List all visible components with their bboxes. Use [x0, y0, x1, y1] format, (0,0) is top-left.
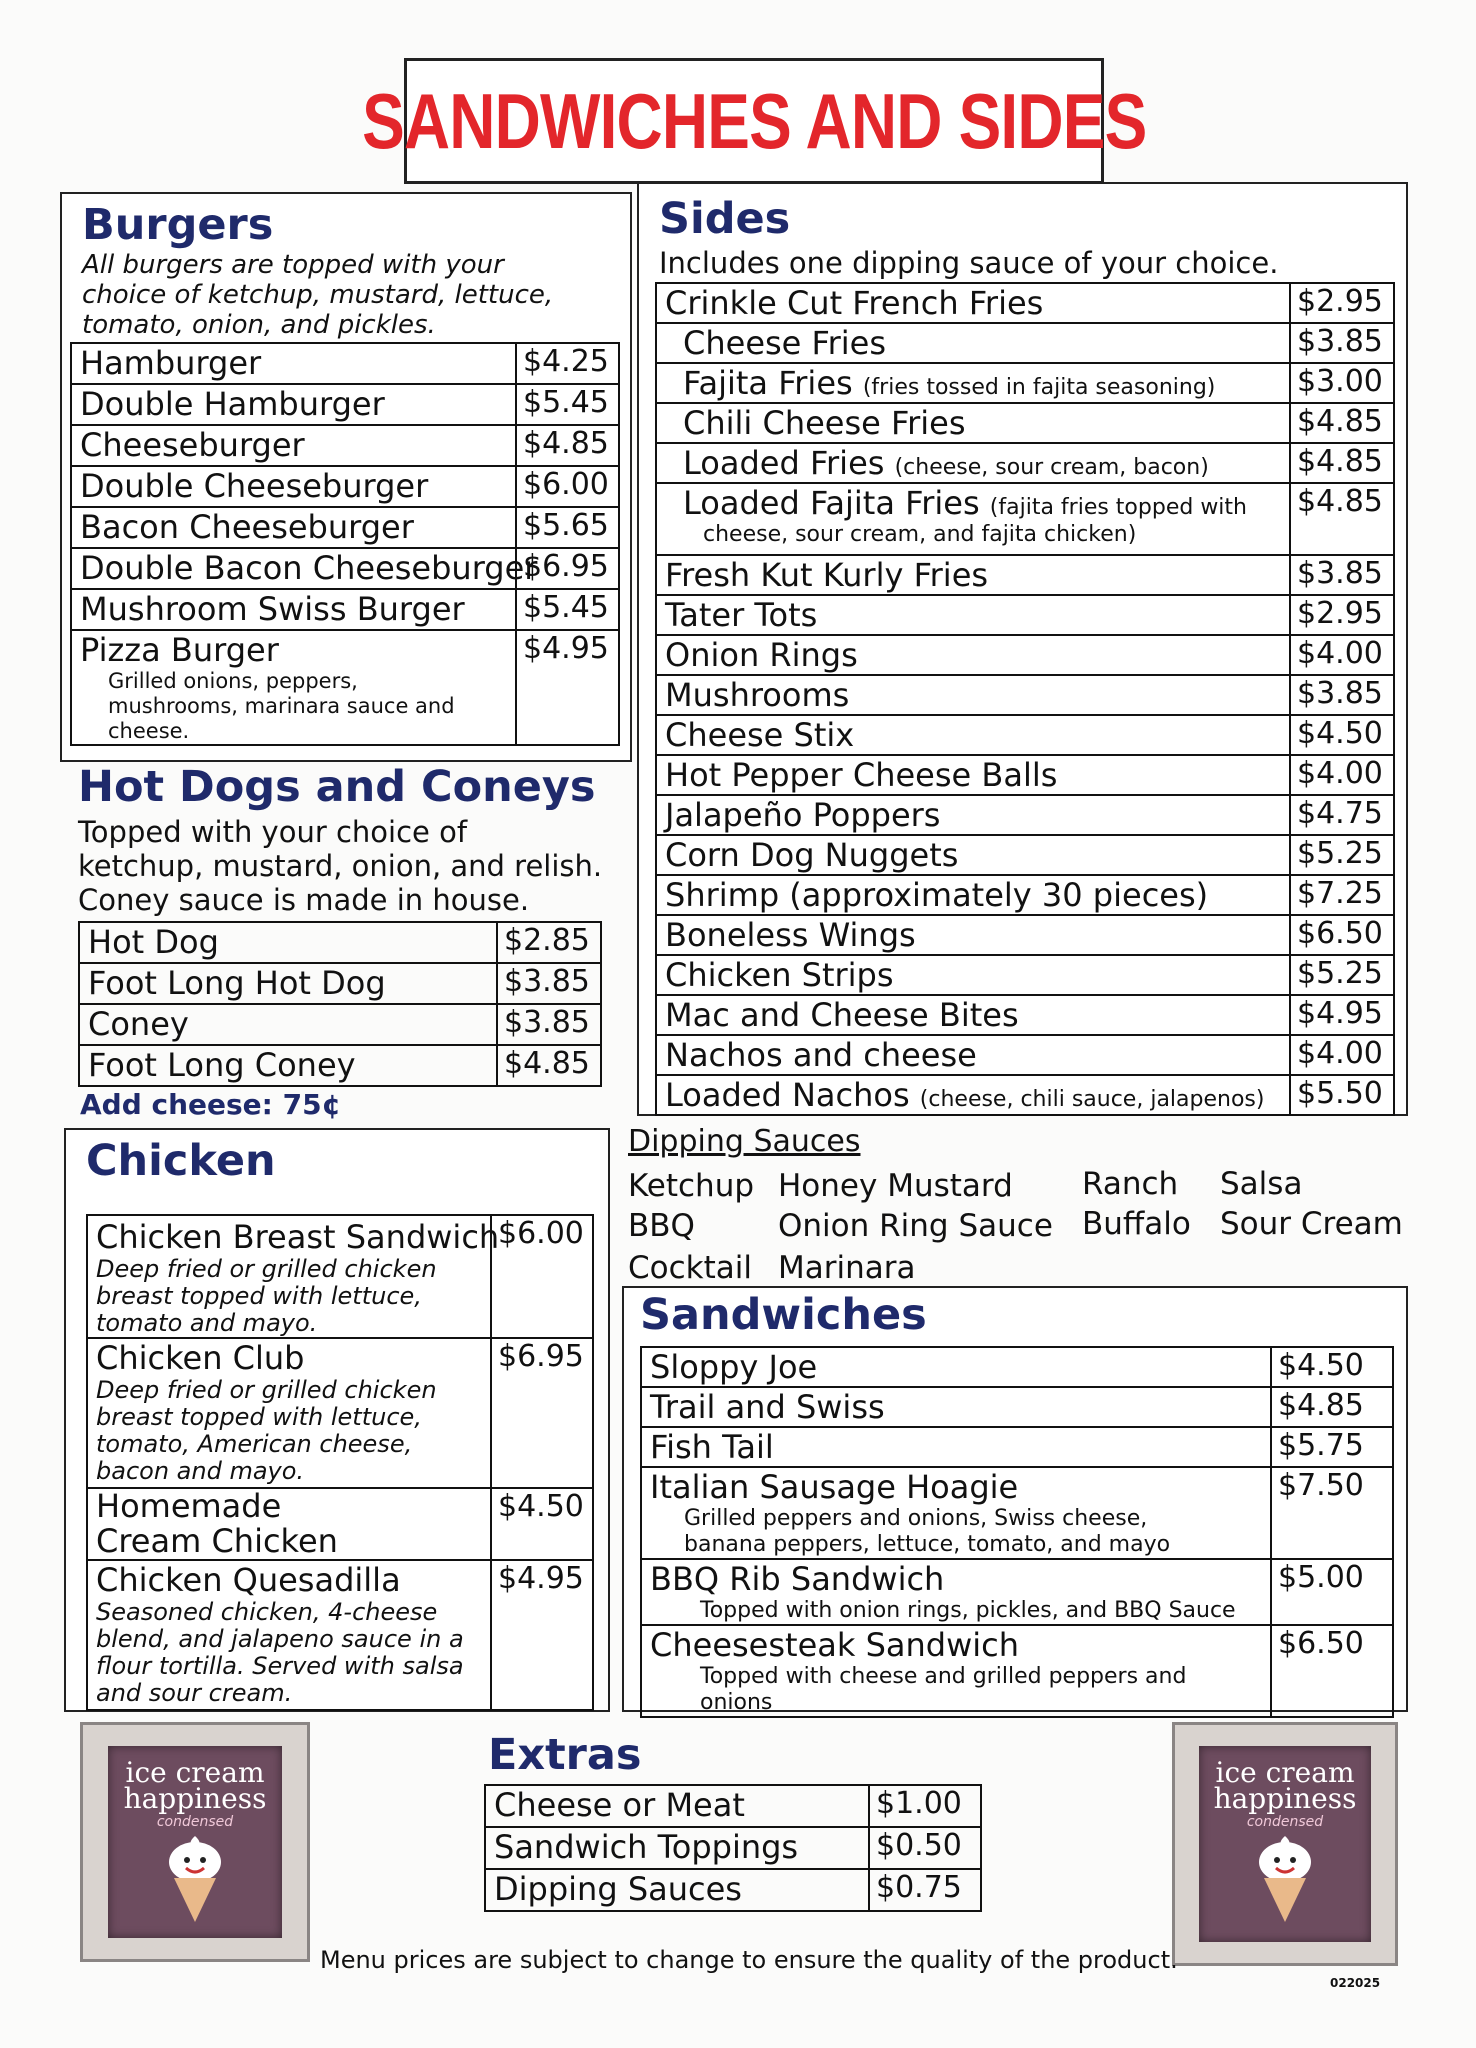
- item-note: Deep fried or grilled chicken breast topped with lettuce, tomato, American cheese, bacon and mayo.: [96, 1376, 437, 1485]
- table-row: [641, 1559, 1393, 1625]
- promo-line1: ice cream: [125, 1756, 265, 1790]
- item-price: $4.00: [1290, 1035, 1394, 1075]
- item-name: Hot Dog: [79, 922, 497, 963]
- item-cell: [641, 1625, 1271, 1717]
- chicken-title: Chicken: [86, 1136, 276, 1186]
- table-row: [641, 1427, 1393, 1467]
- item-name: Chicken Breast Sandwich: [96, 1218, 500, 1256]
- hotdogs-table: [78, 921, 602, 1087]
- item-name: Jalapeño Poppers: [656, 795, 1290, 835]
- item-name: Tater Tots: [656, 595, 1290, 635]
- sauce-item: Salsa: [1220, 1166, 1303, 1202]
- table-row: [79, 922, 601, 963]
- table-row: [656, 635, 1394, 675]
- item-price: $4.85: [1290, 443, 1394, 483]
- item-price: $4.00: [1290, 755, 1394, 795]
- table-row: [656, 1075, 1394, 1115]
- table-row: [485, 1869, 981, 1911]
- item-name: Sloppy Joe: [641, 1347, 1271, 1387]
- burgers-title: Burgers: [82, 200, 274, 250]
- table-row: [71, 507, 619, 548]
- item-note: (fries tossed in fajita seasoning): [862, 375, 1216, 400]
- menu-title-box: [361, 58, 1147, 184]
- table-row: [656, 715, 1394, 755]
- item-name: Cheesesteak Sandwich: [650, 1626, 1020, 1664]
- table-row: [656, 323, 1394, 363]
- item-price: $4.85: [497, 1045, 601, 1086]
- ice-cream-promo-right: [1172, 1722, 1398, 1966]
- promo-line1: ice cream: [1215, 1756, 1355, 1790]
- item-price: $4.85: [1290, 483, 1394, 555]
- item-name: Chili Cheese Fries: [656, 403, 1290, 443]
- table-row: [656, 483, 1394, 555]
- table-row: [87, 1338, 593, 1488]
- sauce-item: Sour Cream: [1220, 1206, 1403, 1242]
- table-row: [656, 995, 1394, 1035]
- item-price: $7.50: [1271, 1467, 1393, 1559]
- item-price: $5.65: [516, 507, 619, 548]
- table-row: [656, 555, 1394, 595]
- sauce-item: Ranch: [1082, 1166, 1179, 1202]
- item-name: Dipping Sauces: [485, 1869, 869, 1911]
- table-row: [656, 875, 1394, 915]
- sandwiches-title: Sandwiches: [640, 1290, 927, 1340]
- burgers-table: [70, 342, 620, 746]
- item-name: Pizza Burger: [80, 631, 279, 669]
- item-price: $6.50: [1290, 915, 1394, 955]
- extras-table: [484, 1784, 982, 1912]
- promo-line3: condensed: [156, 1814, 234, 1831]
- item-name: Cheese Stix: [656, 715, 1290, 755]
- sides-description: Includes one dipping sauce of your choice.: [659, 246, 1279, 280]
- dipping-sauces-title: Dipping Sauces: [628, 1124, 861, 1159]
- sides-table: [655, 282, 1395, 1116]
- table-row: [656, 675, 1394, 715]
- table-row: [656, 915, 1394, 955]
- item-price: $6.95: [491, 1338, 593, 1488]
- table-row: [656, 955, 1394, 995]
- table-row: [79, 963, 601, 1004]
- table-row: [71, 384, 619, 425]
- item-price: $4.85: [1290, 403, 1394, 443]
- item-name: Cheese Fries: [656, 323, 1290, 363]
- table-row: [641, 1347, 1393, 1387]
- chicken-panel: [64, 1128, 610, 1712]
- item-note: (cheese, chili sauce, jalapenos): [919, 1087, 1265, 1112]
- item-cell: [656, 443, 1290, 483]
- item-price: $1.00: [869, 1785, 981, 1827]
- table-row: [79, 1045, 601, 1086]
- item-name: Homemade Cream Chicken: [96, 1487, 338, 1560]
- item-name: Nachos and cheese: [656, 1035, 1290, 1075]
- item-price: $5.75: [1271, 1427, 1393, 1467]
- item-name: Corn Dog Nuggets: [656, 835, 1290, 875]
- item-name: Mushroom Swiss Burger: [71, 589, 516, 630]
- item-name: Mac and Cheese Bites: [656, 995, 1290, 1035]
- sauce-item: Honey Mustard: [778, 1168, 1013, 1204]
- table-row: [485, 1785, 981, 1827]
- item-name: Crinkle Cut French Fries: [656, 283, 1290, 323]
- menu-title: SANDWICHES AND SIDES: [361, 76, 1147, 165]
- item-cell: [87, 1488, 491, 1560]
- promo-line3: condensed: [1246, 1814, 1324, 1831]
- table-row: [87, 1488, 593, 1560]
- price-disclaimer: Menu prices are subject to change to ensure the quality of the product.: [320, 1946, 1178, 1974]
- sauce-item: Ketchup: [628, 1168, 755, 1204]
- item-price: $4.75: [1290, 795, 1394, 835]
- item-note: (cheese, sour cream, bacon): [894, 455, 1209, 480]
- table-row: [87, 1215, 593, 1338]
- burgers-panel: [60, 192, 632, 762]
- item-name: Onion Rings: [656, 635, 1290, 675]
- table-row: [71, 630, 619, 745]
- sauce-item: BBQ: [628, 1208, 695, 1244]
- item-name: Double Cheeseburger: [71, 466, 516, 507]
- item-note: Topped with onion rings, pickles, and BBQ Sauce: [700, 1598, 1236, 1623]
- hotdogs-desc-line: Coney sauce is made in house.: [78, 883, 530, 917]
- item-price: $4.50: [1290, 715, 1394, 755]
- table-row: [656, 443, 1394, 483]
- item-cell: [656, 483, 1290, 555]
- table-row: [656, 595, 1394, 635]
- promo-line2: happiness: [123, 1782, 267, 1816]
- ice-cream-sign: [1199, 1746, 1371, 1941]
- item-price: $6.00: [491, 1215, 593, 1338]
- item-price: $6.00: [516, 466, 619, 507]
- burgers-description: All burgers are topped with your choice of ketchup, mustard, lettuce, tomato, onion, and pickles.: [82, 250, 554, 340]
- item-cell: [656, 1075, 1290, 1115]
- item-name: Foot Long Hot Dog: [79, 963, 497, 1004]
- item-name: Trail and Swiss: [641, 1387, 1271, 1427]
- item-name: Italian Sausage Hoagie: [650, 1468, 1019, 1506]
- hotdogs-title: Hot Dogs and Coneys: [78, 762, 596, 812]
- item-name: Loaded Fries: [683, 444, 885, 482]
- item-price: $0.75: [869, 1869, 981, 1911]
- item-cell: [87, 1215, 500, 1338]
- item-price: $5.00: [1271, 1559, 1393, 1625]
- table-row: [71, 548, 619, 589]
- ice-cream-cone-icon: [1250, 1834, 1320, 1924]
- item-price: $7.25: [1290, 875, 1394, 915]
- table-row: [79, 1004, 601, 1045]
- item-name: Double Bacon Cheeseburger: [71, 548, 516, 589]
- item-note: Grilled onions, peppers, mushrooms, marinara sauce and cheese.: [108, 669, 455, 743]
- item-price: $4.85: [1271, 1387, 1393, 1427]
- table-row: [656, 403, 1394, 443]
- item-price: $2.85: [497, 922, 601, 963]
- table-row: [71, 466, 619, 507]
- item-name: Coney: [79, 1004, 497, 1045]
- item-name: Loaded Fajita Fries: [683, 484, 980, 522]
- item-cell: [71, 630, 516, 745]
- item-name: Shrimp (approximately 30 pieces): [656, 875, 1290, 915]
- promo-line2: happiness: [1213, 1782, 1357, 1816]
- menu-code: 022025: [1330, 1976, 1381, 1990]
- item-price: $4.95: [516, 630, 619, 745]
- table-row: [641, 1625, 1393, 1717]
- sauce-item: Buffalo: [1082, 1206, 1191, 1242]
- table-row: [641, 1467, 1393, 1559]
- table-row: [485, 1827, 981, 1869]
- ice-cream-sign: [108, 1746, 283, 1938]
- item-note: Topped with cheese and grilled peppers and onions: [700, 1664, 1187, 1715]
- ice-cream-promo-left: [80, 1722, 310, 1962]
- item-name: Fajita Fries: [683, 364, 853, 402]
- hotdogs-description: [78, 815, 602, 917]
- table-row: [71, 343, 619, 384]
- item-note: (fajita fries topped with: [989, 495, 1247, 520]
- item-note: Grilled peppers and onions, Swiss cheese, banana peppers, lettuce, tomato, and mayo: [684, 1506, 1171, 1557]
- extras-title: Extras: [488, 1730, 642, 1780]
- item-name: Sandwich Toppings: [485, 1827, 869, 1869]
- sauce-item: Cocktail: [628, 1250, 752, 1286]
- item-price: $6.50: [1271, 1625, 1393, 1717]
- item-price: $2.95: [1290, 595, 1394, 635]
- item-name: Bacon Cheeseburger: [71, 507, 516, 548]
- item-price: $5.25: [1290, 955, 1394, 995]
- item-note-cont: cheese, sour cream, and fajita chicken): [703, 522, 1137, 547]
- item-cell: [656, 363, 1290, 403]
- item-name: Fish Tail: [641, 1427, 1271, 1467]
- item-price: $3.00: [1290, 363, 1394, 403]
- item-name: Cheese or Meat: [485, 1785, 869, 1827]
- item-name: Hamburger: [71, 343, 516, 384]
- add-cheese-note: Add cheese: 75¢: [80, 1088, 342, 1121]
- table-row: [656, 835, 1394, 875]
- item-price: $0.50: [869, 1827, 981, 1869]
- item-price: $4.50: [491, 1488, 593, 1560]
- item-name: BBQ Rib Sandwich: [650, 1560, 945, 1598]
- table-row: [656, 363, 1394, 403]
- item-name: Chicken Quesadilla: [96, 1561, 401, 1599]
- item-name: Mushrooms: [656, 675, 1290, 715]
- item-price: $4.25: [516, 343, 619, 384]
- item-name: Foot Long Coney: [79, 1045, 497, 1086]
- item-price: $4.00: [1290, 635, 1394, 675]
- item-cell: [641, 1559, 1271, 1625]
- table-row: [656, 1035, 1394, 1075]
- item-name: Hot Pepper Cheese Balls: [656, 755, 1290, 795]
- item-price: $5.45: [516, 589, 619, 630]
- table-row: [71, 425, 619, 466]
- chicken-table: [86, 1214, 594, 1711]
- item-name: Cheeseburger: [71, 425, 516, 466]
- item-name: Chicken Strips: [656, 955, 1290, 995]
- item-note: Seasoned chicken, 4-cheese blend, and jalapeno sauce in a flour tortilla. Served with salsa and sour cream.: [96, 1598, 464, 1707]
- item-note: Deep fried or grilled chicken breast topped with lettuce, tomato and mayo.: [96, 1255, 437, 1337]
- table-row: [87, 1560, 593, 1710]
- item-name: Chicken Club: [96, 1339, 305, 1377]
- item-price: $2.95: [1290, 283, 1394, 323]
- sides-title: Sides: [659, 194, 791, 244]
- item-price: $4.95: [1290, 995, 1394, 1035]
- sauce-item: Onion Ring Sauce: [778, 1208, 1053, 1244]
- item-name: Loaded Nachos: [665, 1076, 910, 1114]
- item-cell: [87, 1338, 491, 1488]
- item-price: $5.25: [1290, 835, 1394, 875]
- table-row: [656, 283, 1394, 323]
- item-price: $4.50: [1271, 1347, 1393, 1387]
- hotdogs-desc-line: ketchup, mustard, onion, and relish.: [78, 849, 603, 883]
- table-row: [656, 795, 1394, 835]
- item-price: $6.95: [516, 548, 619, 589]
- item-price: $3.85: [1290, 323, 1394, 363]
- item-name: Boneless Wings: [656, 915, 1290, 955]
- item-price: $3.85: [1290, 555, 1394, 595]
- item-price: $4.95: [491, 1560, 593, 1710]
- sauce-item: Marinara: [778, 1250, 916, 1286]
- item-name: Double Hamburger: [71, 384, 516, 425]
- item-cell: [641, 1467, 1271, 1559]
- table-row: [656, 755, 1394, 795]
- ice-cream-cone-icon: [160, 1834, 230, 1924]
- item-price: $3.85: [1290, 675, 1394, 715]
- item-cell: [87, 1560, 491, 1710]
- item-price: $3.85: [497, 963, 601, 1004]
- item-price: $4.85: [516, 425, 619, 466]
- table-row: [641, 1387, 1393, 1427]
- item-price: $3.85: [497, 1004, 601, 1045]
- item-name: Fresh Kut Kurly Fries: [656, 555, 1290, 595]
- sandwiches-panel: [622, 1286, 1408, 1715]
- item-price: $5.50: [1290, 1075, 1394, 1115]
- item-price: $5.45: [516, 384, 619, 425]
- sides-panel: [637, 182, 1408, 1116]
- sandwiches-table: [640, 1346, 1394, 1718]
- table-row: [71, 589, 619, 630]
- hotdogs-desc-line: Topped with your choice of: [78, 815, 468, 849]
